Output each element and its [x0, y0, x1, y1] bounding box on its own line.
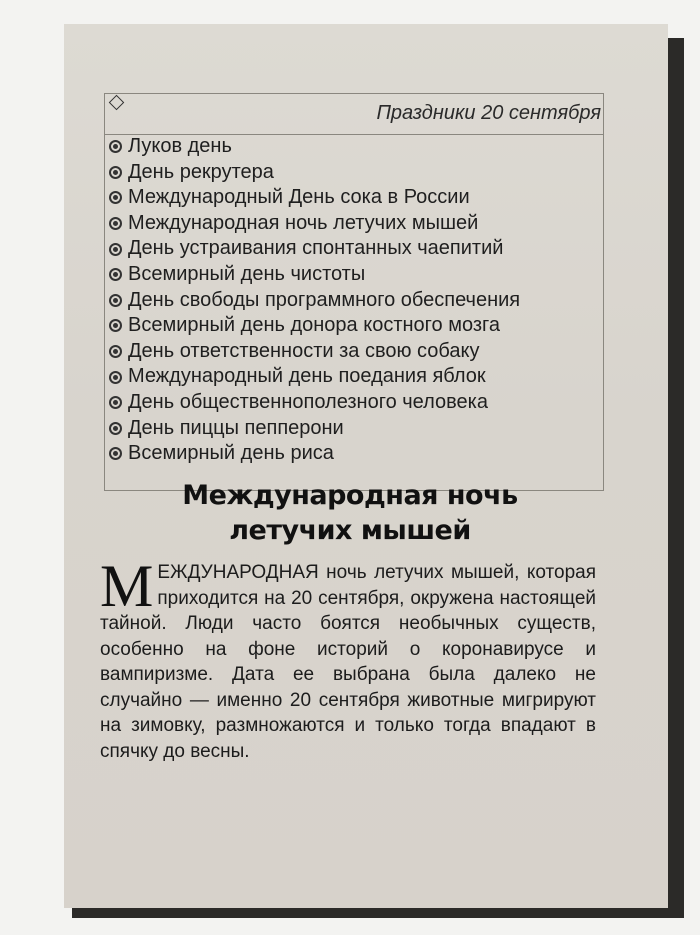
flower-bullet-icon	[109, 191, 122, 204]
flower-bullet-icon	[109, 166, 122, 179]
article-body	[100, 553, 596, 764]
list-item: День общественнополезного человека	[109, 390, 520, 416]
holidays-title: Праздники 20 сентября	[376, 102, 601, 124]
holidays-list	[109, 134, 520, 467]
flower-bullet-icon	[109, 140, 122, 153]
flower-bullet-icon	[109, 243, 122, 256]
flower-bullet-icon	[109, 422, 122, 435]
list-item: Всемирный день риса	[109, 441, 520, 467]
list-item: День пиццы пепперони	[109, 416, 520, 442]
diamond-icon	[109, 95, 125, 111]
flower-bullet-icon	[109, 345, 122, 358]
list-item: Всемирный день чистоты	[109, 262, 520, 288]
list-item: День рекрутера	[109, 160, 520, 186]
flower-bullet-icon	[109, 371, 122, 384]
holidays-header	[105, 94, 603, 135]
list-item: День свободы программного обеспечения	[109, 288, 520, 314]
flower-bullet-icon	[109, 447, 122, 460]
list-item: Луков день	[109, 134, 520, 160]
article-text: ночь летучих мышей, которая приходится на 20 сентября, окружена настоящей тайной. Люди часто боятся необычных существ, особенно на фоне историй о коронавирусе и вампиризме. Дата ее выбрана была далеко не случайно — именно 20 сентября животные мигрируют на зимовку, размножаются и только тогда впадают в спячку до весны.	[100, 562, 596, 762]
drop-cap: М	[100, 553, 154, 619]
article-lead: ЕЖДУНАРОДНАЯ	[157, 562, 319, 583]
list-item: Всемирный день донора костного мозга	[109, 313, 520, 339]
flower-bullet-icon	[109, 217, 122, 230]
list-item: День устраивания спонтанных чаепитий	[109, 236, 520, 262]
flower-bullet-icon	[109, 319, 122, 332]
list-item: Международная ночь летучих мышей	[109, 211, 520, 237]
list-item: Международный день поедания яблок	[109, 364, 520, 390]
list-item: День ответственности за свою собаку	[109, 339, 520, 365]
flower-bullet-icon	[109, 268, 122, 281]
flower-bullet-icon	[109, 294, 122, 307]
flower-bullet-icon	[109, 396, 122, 409]
holidays-box	[104, 93, 604, 491]
list-item: Международный День сока в России	[109, 185, 520, 211]
article-title: Международная ночь летучих мышей	[182, 480, 518, 546]
